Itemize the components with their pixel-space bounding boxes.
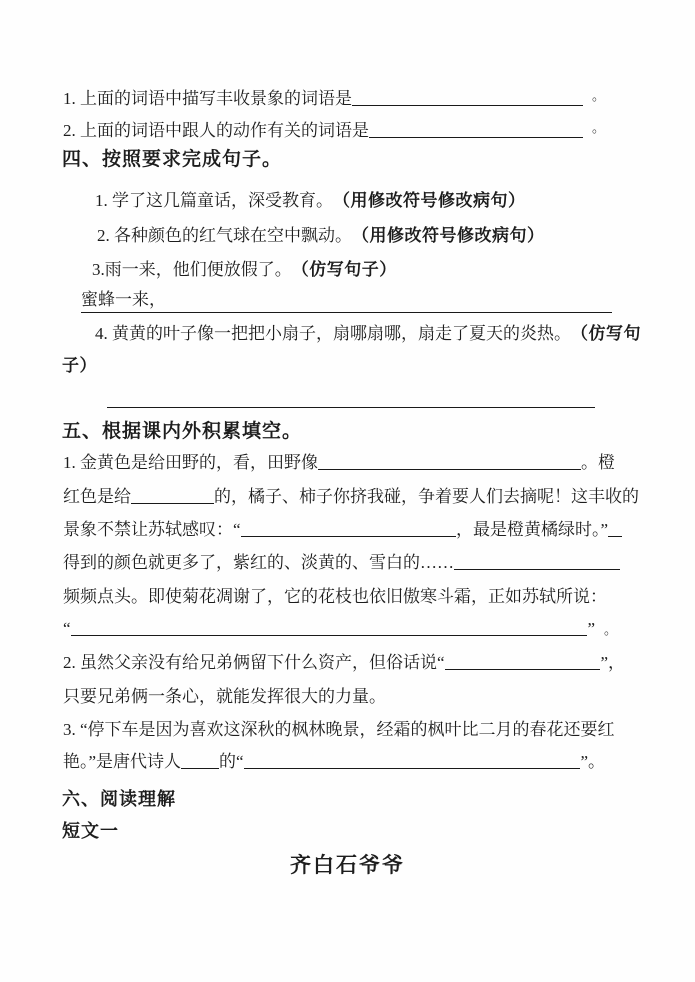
section-4-heading: 四、按照要求完成句子。: [62, 149, 283, 170]
answer-blank: [318, 469, 581, 470]
section5-item2-line1: 2. 虽然父亲没有给兄弟俩留下什么资产，但俗话说“ ”，: [63, 653, 625, 672]
answer-blank: [352, 105, 583, 106]
instruction-note: （用修改符号修改病句）: [333, 191, 526, 210]
sentence-text: 3.雨一来，他们便放假了。: [92, 260, 292, 279]
answer-blank: [181, 768, 219, 769]
section5-item1-line6: “ ”: [63, 619, 595, 638]
question-2-period: 。: [592, 120, 606, 135]
answer-blank: [369, 137, 583, 138]
passage-label: 短文一: [62, 821, 119, 841]
section4-item-3: [92, 259, 397, 280]
sentence-text: 4. 黄黄的叶子像一把把小扇子，扇哪扇哪，扇走了夏天的炎热。: [95, 324, 571, 343]
section5-item1-line4: 得到的颜色就更多了，紫红的、淡黄的、雪白的……: [63, 552, 620, 573]
section-6-heading: 六、阅读理解: [62, 789, 176, 809]
sentence-text: 1. 学了这几篇童话，深受教育。: [95, 191, 333, 210]
answer-blank: [71, 635, 588, 636]
answer-blank: [131, 503, 214, 504]
instruction-note: （仿写句: [571, 324, 641, 343]
sentence-text: 2. 各种颜色的红气球在空中飘动。: [97, 226, 352, 245]
section5-item1-line3: 景象不禁让苏轼感叹：“ ，最是橙黄橘绿时。”: [63, 519, 622, 540]
passage-title: 齐白石爷爷: [290, 854, 405, 877]
section5-item1-line5: 频频点头。即使菊花凋谢了，它的花枝也依旧傲寒斗霜，正如苏轼所说：: [63, 587, 607, 606]
section5-item3-line1: 3. “停下车是因为喜欢这深秋的枫林晚景，经霜的枫叶比二月的春花还要红: [63, 720, 615, 739]
section-5-heading: 五、根据课内外积累填空。: [62, 421, 303, 442]
instruction-note: （用修改符号修改病句）: [352, 226, 545, 245]
section5-item1-line1: 1. 金黄色是给田野的，看，田野像 。橙: [63, 453, 615, 472]
section4-item-3-answer-line: [81, 289, 612, 313]
section5-item2-line2: 只要兄弟俩一条心，就能发挥很大的力量。: [63, 687, 386, 706]
section4-item-4-note-wrap: 子）: [62, 356, 97, 375]
question-1-text: 1. 上面的词语中描写丰收景象的词语是: [63, 89, 352, 108]
answer-blank: [107, 389, 595, 408]
answer-blank: [244, 768, 581, 769]
instruction-note: （仿写句子）: [291, 260, 397, 279]
answer-blank: [241, 536, 456, 537]
section5-item1-line6-period: 。: [604, 622, 618, 637]
question-1-line: [63, 88, 583, 109]
section4-item-4: [95, 323, 641, 344]
answer-blank: [445, 669, 601, 670]
answer-prompt-text: 蜜蜂一来，: [81, 290, 166, 309]
question-1-period: 。: [592, 88, 606, 103]
answer-blank: [608, 536, 622, 537]
question-2-line: [63, 120, 583, 141]
section5-item1-line2: 红色是给 的，橘子、柿子你挤我碰，争着要人们去摘呢！这丰收的: [63, 487, 639, 506]
section5-item3-line2: 艳。”是唐代诗人 的“ ”。: [63, 752, 605, 771]
section4-item-2: [97, 225, 545, 246]
section4-item-1: [95, 190, 526, 211]
answer-blank: [454, 569, 620, 570]
question-2-text: 2. 上面的词语中跟人的动作有关的词语是: [63, 121, 369, 140]
